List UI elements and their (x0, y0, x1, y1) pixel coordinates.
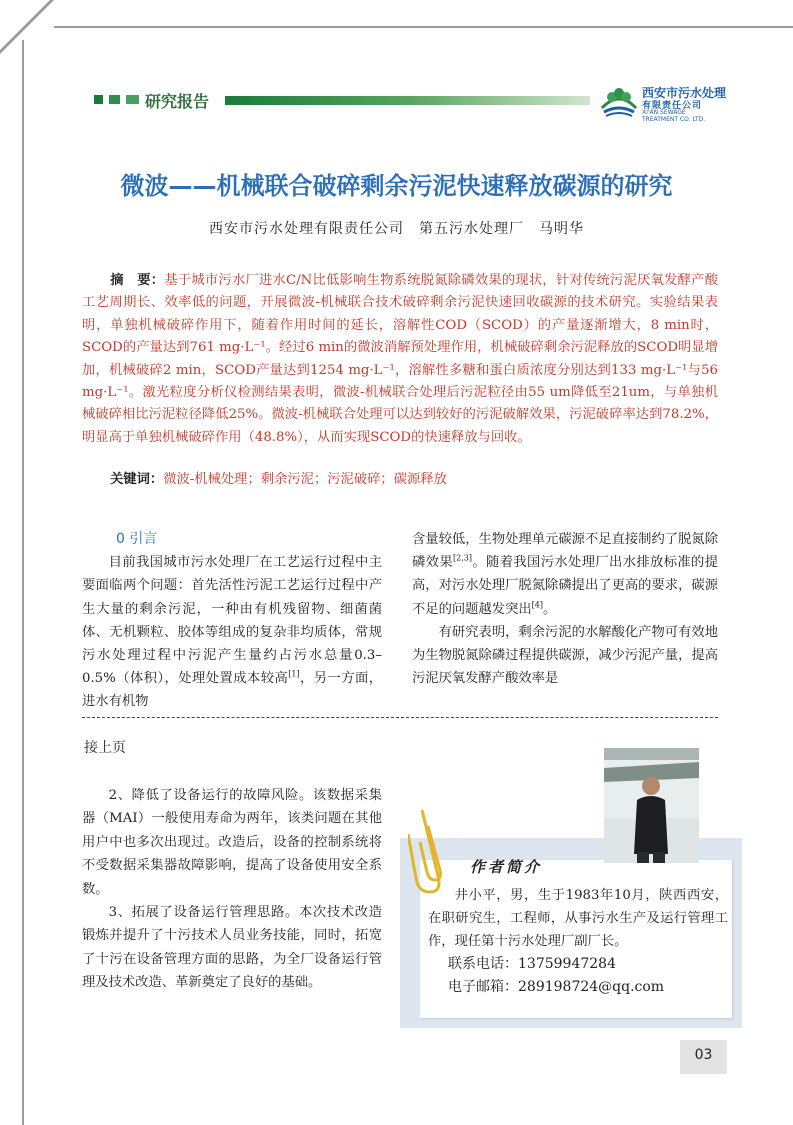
intro-tail: ，另一方面，进水有机物 (82, 671, 382, 710)
company-logo (600, 82, 740, 122)
citation-3: [4] (531, 600, 544, 610)
continued-column (82, 784, 382, 995)
left-column (82, 528, 382, 714)
continued-label: 接上页 (84, 740, 126, 756)
right-text-c: 。 (543, 601, 557, 617)
right-paragraph-2: 有研究表明，剩余污泥的水解酸化产物可有效地为生物脱氮除磷过程提供碳源，减少污泥产量，提高污泥厌氧发酵产酸效率是 (412, 624, 718, 687)
author-bio-paragraph: 井小平，男，生于1983年10月，陕西西安，在职研究生，工程师，从事污水生产及运行管理工作，现任第十污水处理厂副厂长。 (428, 888, 728, 949)
abstract-text: 基于城市污水厂进水C/N比低影响生物系统脱氮除磷效果的现状，针对传统污泥厌氧发酵产酸工艺周期长、效率低的问题，开展微波-机械联合技术破碎剩余污泥快速回收碳源的技术研究。实验结果表明，单独机械破碎作用下，随着作用时间的延长，溶解性COD（SCOD）的产量逐渐增大，8 min时，SCOD的产量达到761 mg·L⁻¹。经过6 min的微波消解预处理作用，机械破碎剩余污泥释放的SCOD明显增加，机械破碎2 min，SCOD产量达到1254 mg·L⁻¹，溶解性多糖和蛋白质浓度分别达到133 mg·L⁻¹与56 mg·L⁻¹。激光粒度分析仪检测结果表明，微波-机械联合处理后污泥粒径由55 um降低至21um，与单独机械破碎相比污泥粒径降低25%。微波-机械联合处理可以达到较好的污泥破解效果，污泥破碎率达到78.2%，明显高于单独机械破碎作用（48.8%），从而实现SCOD的快速释放与回收。 (82, 273, 719, 445)
intro-text: 目前我国城市污水处理厂在工艺运行过程中主要面临两个问题：首先活性污泥工艺运行过程中产生大量的剩余污泥，一种由有机残留物、细菌菌体、无机颗粒、胶体等组成的复杂非均质体，常规污水处理过程中污泥产生量约占污水总量0.3–0.5%（体积），处理处置成本较高 (82, 555, 382, 687)
citation-2: [2,3] (453, 553, 472, 563)
page-number: 03 (694, 1047, 713, 1063)
author-phone: 联系电话：13759947284 (448, 956, 616, 972)
header-bar (225, 96, 590, 105)
right-text-b: 。随着我国污水处理厂出水排放标准的提高，对污水处理厂脱氮除磷提出了更高的要求，碳源不足的问题越发突出 (412, 555, 719, 617)
right-paragraph-1 (412, 528, 718, 621)
dashed-divider (82, 717, 718, 718)
left-border-line (22, 40, 24, 1125)
top-border-line (54, 26, 793, 28)
article-title: 微波——机械联合破碎剩余污泥快速释放碳源的研究 (120, 172, 673, 200)
section-heading: 0 引言 (116, 531, 158, 547)
author-bio-title: 作者简介 (470, 858, 543, 876)
keywords-label: 关键词： (110, 472, 164, 487)
header-squares (94, 95, 139, 104)
citation-1: [1] (288, 669, 300, 679)
logo-name-cn-2: 有限责任公司 (642, 101, 703, 111)
section-label: 研究报告 (145, 92, 210, 111)
intro-paragraph (82, 551, 382, 713)
corner-decoration-inner (0, 0, 50, 50)
logo-name-en (642, 109, 705, 123)
author-photo-image (604, 748, 699, 863)
continued-paragraph-1: 2、降低了设备运行的故障风险。该数据采集器（MAI）一般使用寿命为两年，该类问题在其他用户中也多次出现过。改造后，设备的控制系统将不受数据采集器故障影响，提高了设备使用安全系数。 (82, 788, 382, 897)
abstract-label: 摘 要： (110, 273, 165, 288)
logo-name-en-2: TREATMENT CO. LTD. (642, 116, 706, 123)
logo-name-en-1: XI'AN SEWAGE (642, 109, 686, 116)
paperclip-icon (408, 806, 454, 896)
right-text-a: 含量较低，生物处理单元碳源不足直接制约了脱氮除磷效果 (412, 532, 718, 571)
keywords-text: 微波-机械处理；剩余污泥；污泥破碎；碳源释放 (163, 472, 447, 487)
abstract (82, 270, 718, 449)
logo-name-cn: 西安市污水处理 (642, 86, 727, 100)
author-email: 电子邮箱：289198724@qq.com (448, 979, 665, 995)
author-photo (604, 748, 699, 863)
author-bio-text (428, 884, 728, 999)
logo-icon (600, 84, 638, 118)
article-byline: 西安市污水处理有限责任公司 第五污水处理厂 马明华 (209, 221, 584, 237)
right-column (412, 528, 718, 690)
keywords (110, 470, 710, 490)
continued-paragraph-2: 3、拓展了设备运行管理思路。本次技术改造锻炼并提升了十污技术人员业务技能，同时，拓宽了十污在设备管理方面的思路，为全厂设备运行管理及技术改造、革新奠定了良好的基础。 (82, 905, 382, 991)
